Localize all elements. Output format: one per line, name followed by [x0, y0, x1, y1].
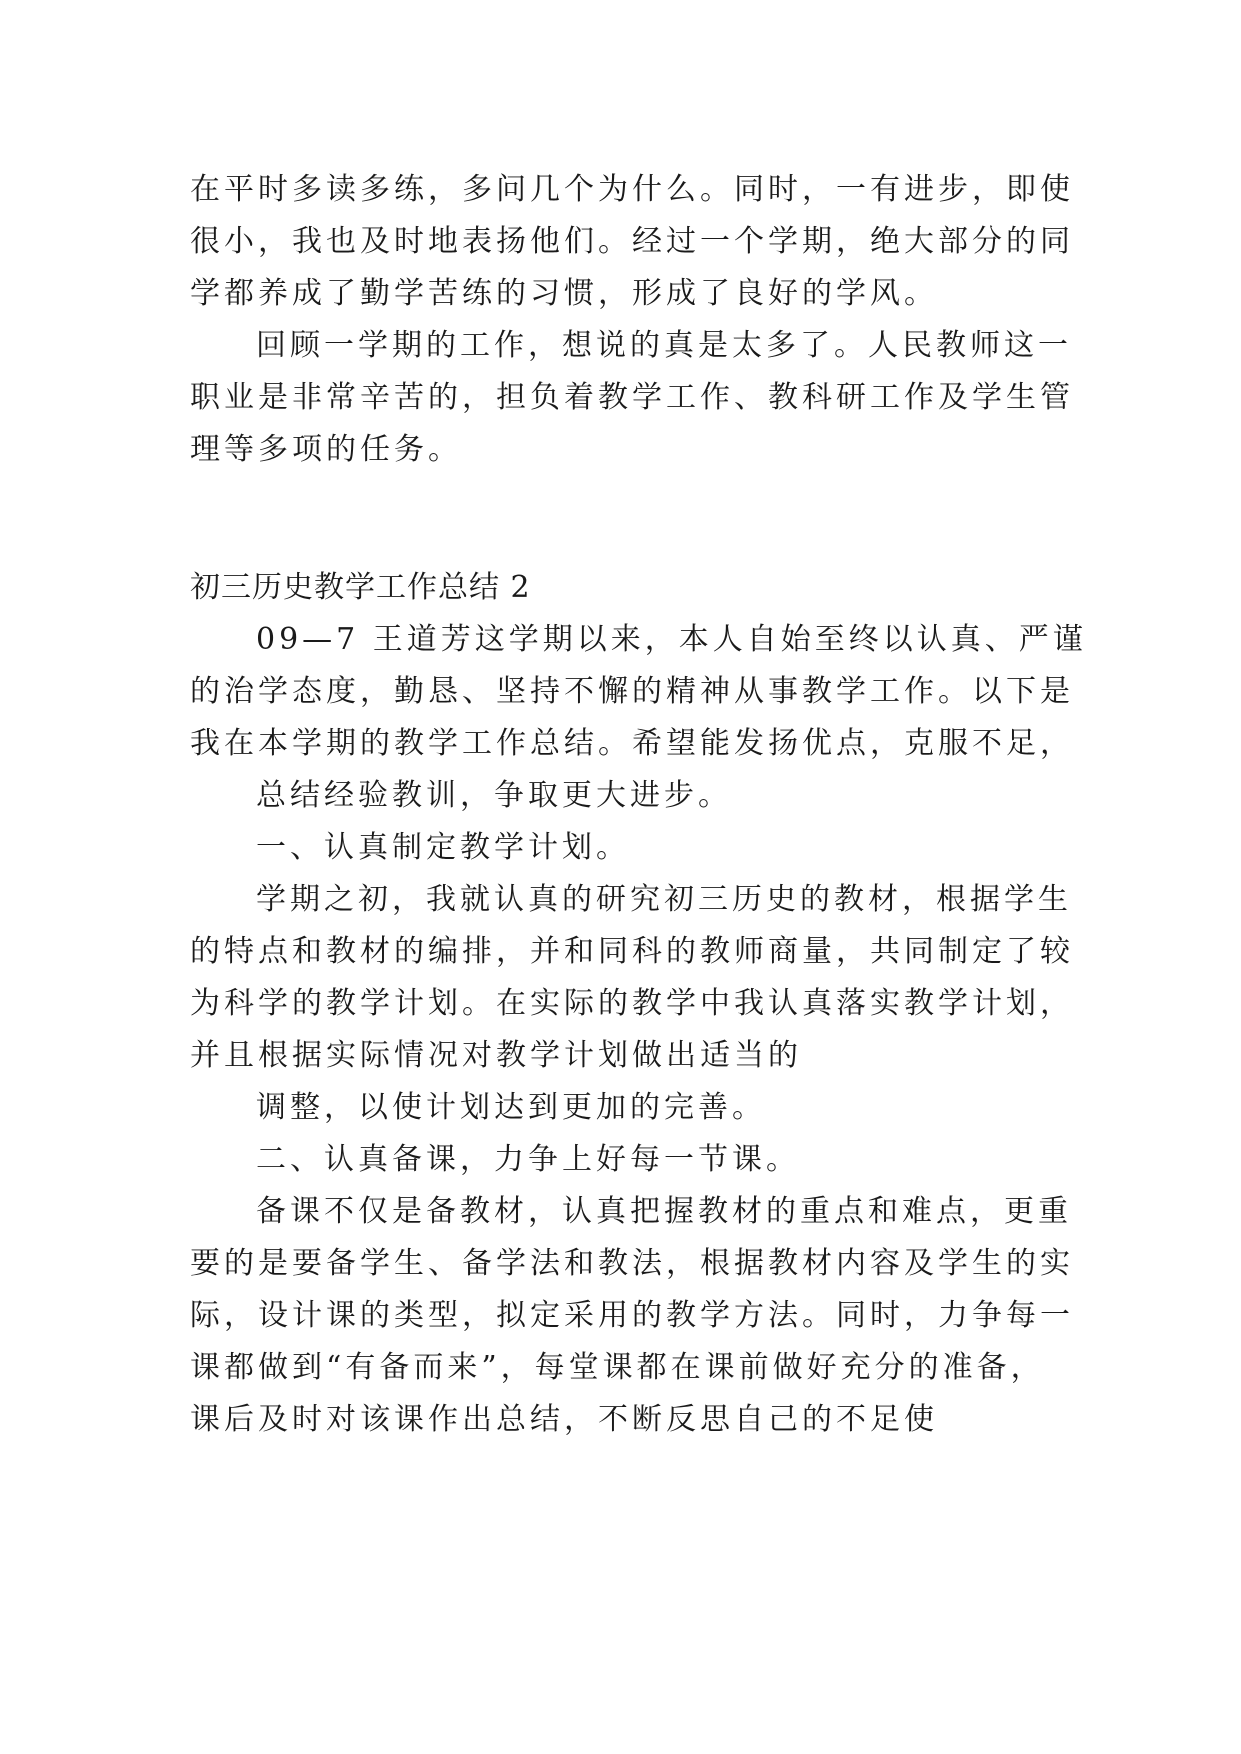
paragraph-line: 为科学的教学计划。在实际的教学中我认真落实教学计划， — [190, 986, 1074, 1021]
paragraph-line: 课都做到“有备而来”，每堂课都在课前做好充分的准备， — [190, 1350, 1045, 1385]
paragraph-line: 09—7 王道芳这学期以来，本人自始至终以认真、严谨 — [256, 622, 1087, 657]
paragraph-line: 的特点和教材的编排，并和同科的教师商量，共同制定了较 — [190, 934, 1074, 969]
paragraph-line: 课后及时对该课作出总结，不断反思自己的不足使 — [190, 1402, 938, 1437]
paragraph-line: 我在本学期的教学工作总结。希望能发扬优点，克服不足， — [190, 726, 1074, 761]
paragraph-line: 理等多项的任务。 — [190, 432, 462, 467]
section-heading: 初三历史教学工作总结 2 — [190, 570, 531, 605]
paragraph-line: 备课不仅是备教材，认真把握教材的重点和难点，更重 — [256, 1194, 1072, 1229]
paragraph-line: 并且根据实际情况对教学计划做出适当的 — [190, 1038, 802, 1073]
paragraph-line: 一、认真制定教学计划。 — [256, 830, 630, 865]
paragraph-line: 二、认真备课，力争上好每一节课。 — [256, 1142, 800, 1177]
section-2 — [190, 562, 1087, 1446]
paragraph-line: 学都养成了勤学苦练的习惯，形成了良好的学风。 — [190, 276, 938, 311]
paragraph-line: 职业是非常辛苦的，担负着教学工作、教科研工作及学生管 — [190, 380, 1074, 415]
paragraph-line: 学期之初，我就认真的研究初三历史的教材，根据学生 — [256, 882, 1072, 917]
paragraph-line: 要的是要备学生、备学法和教法，根据教材内容及学生的实 — [190, 1246, 1074, 1281]
paragraph-line: 际，设计课的类型，拟定采用的教学方法。同时，力争每一 — [190, 1298, 1074, 1333]
paragraph-line: 在平时多读多练，多问几个为什么。同时，一有进步，即使 — [190, 172, 1074, 207]
paragraph-line: 回顾一学期的工作，想说的真是太多了。人民教师这一 — [256, 328, 1072, 363]
paragraph-line: 很小，我也及时地表扬他们。经过一个学期，绝大部分的同 — [190, 224, 1074, 259]
paragraph-line: 的治学态度，勤恳、坚持不懈的精神从事教学工作。以下是 — [190, 674, 1074, 709]
paragraph-line: 总结经验教训，争取更大进步。 — [256, 778, 732, 813]
paragraph-line: 调整，以使计划达到更加的完善。 — [256, 1090, 766, 1125]
section-1-body — [190, 164, 1074, 476]
